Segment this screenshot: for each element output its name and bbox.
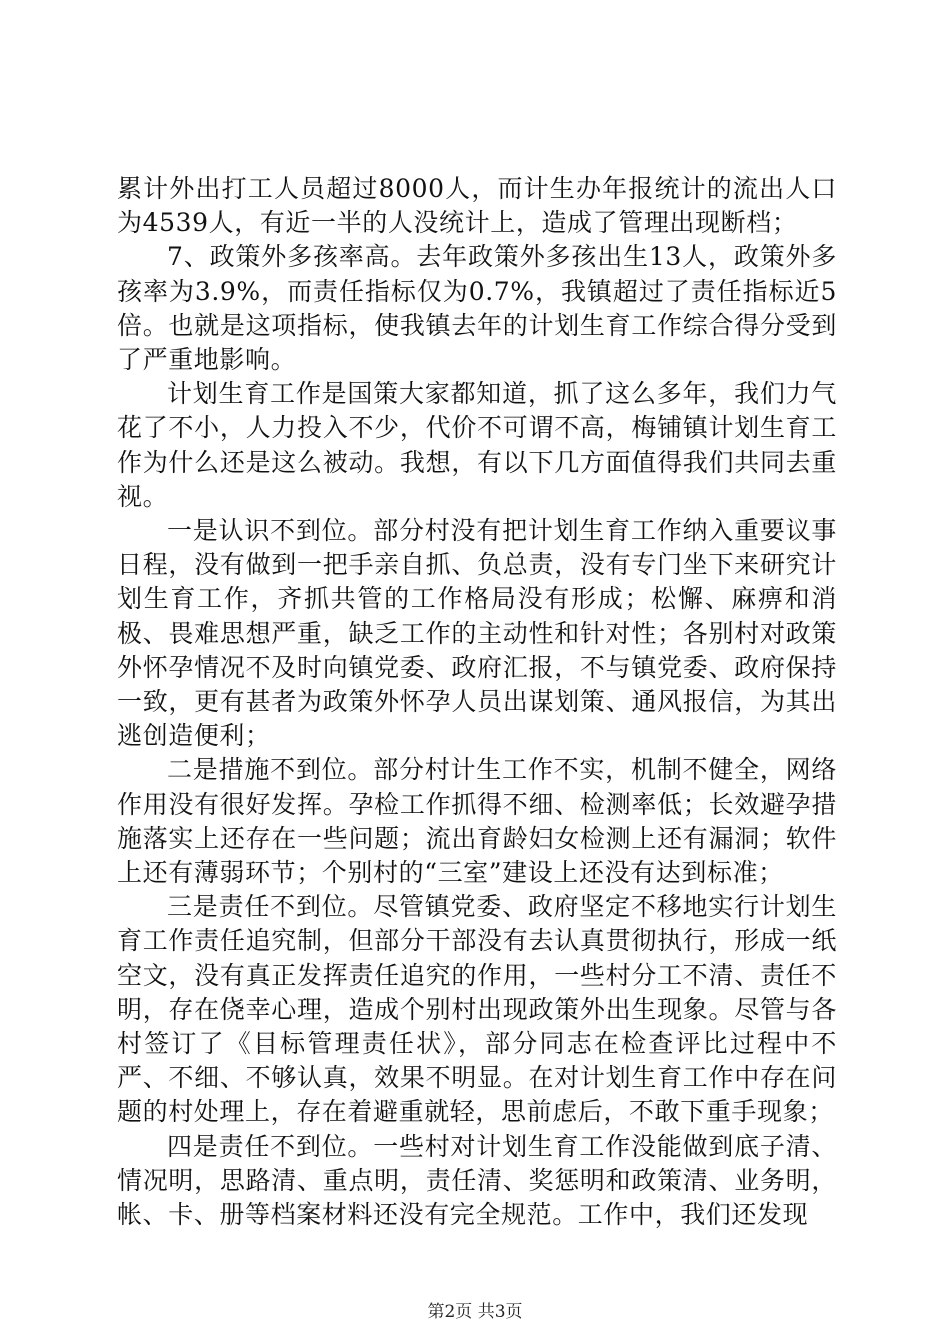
paragraph-responsibility-four: 四是责任不到位。一些村对计划生育工作没能做到底子清、情况明，思路清、重点明，责任清、奖惩明和政策清、业务明，帐、卡、册等档案材料还没有完全规范。工作中，我们还发现 — [117, 1131, 837, 1230]
paragraph-policy-multi-child-rate: 7、政策外多孩率高。去年政策外多孩出生13人，政策外多孩率为3.9%，而责任指标仅为0.7%，我镇超过了责任指标近5倍。也就是这项指标，使我镇去年的计划生育工作综合得分受到了严重地影响。 — [117, 242, 837, 375]
paragraph-measures: 二是措施不到位。部分村计生工作不实，机制不健全，网络作用没有很好发挥。孕检工作抓得不细、检测率低；长效避孕措施落实上还存在一些问题；流出育龄妇女检测上还有漏洞；软件上还有薄弱环节；个别村的“三室”建设上还没有达到标准； — [117, 755, 837, 888]
document-body — [117, 172, 837, 1232]
paragraph-national-policy: 计划生育工作是国策大家都知道，抓了这么多年，我们力气花了不小，人力投入不少，代价不可谓不高，梅铺镇计划生育工作为什么还是这么被动。我想，有以下几方面值得我们共同去重视。 — [117, 379, 837, 511]
page-footer: 第2页 共3页 — [427, 1302, 523, 1322]
paragraph-responsibility-three: 三是责任不到位。尽管镇党委、政府坚定不移地实行计划生育工作责任追究制，但部分干部没有去认真贯彻执行，形成一纸空文，没有真正发挥责任追究的作用，一些村分工不清、责任不明，存在侥幸心理，造成个别村出现政策外出生现象。尽管与各村签订了《目标管理责任状》，部分同志在检查评比过程中不严、不细、不够认真，效果不明显。在对计划生育工作中存在问题的村处理上，存在着避重就轻，思前虑后，不敢下重手现象； — [117, 892, 837, 1127]
paragraph-awareness: 一是认识不到位。部分村没有把计划生育工作纳入重要议事日程，没有做到一把手亲自抓、负总责，没有专门坐下来研究计划生育工作，齐抓共管的工作格局没有形成；松懈、麻痹和消极、畏难思想严重，缺乏工作的主动性和针对性；各别村对政策外怀孕情况不及时向镇党委、政府汇报，不与镇党委、政府保持一致，更有甚者为政策外怀孕人员出谋划策、通风报信，为其出逃创造便利； — [117, 516, 837, 751]
paragraph-continuation: 累计外出打工人员超过8000人，而计生办年报统计的流出人口为4539人，有近一半的人没统计上，造成了管理出现断档； — [117, 174, 837, 238]
